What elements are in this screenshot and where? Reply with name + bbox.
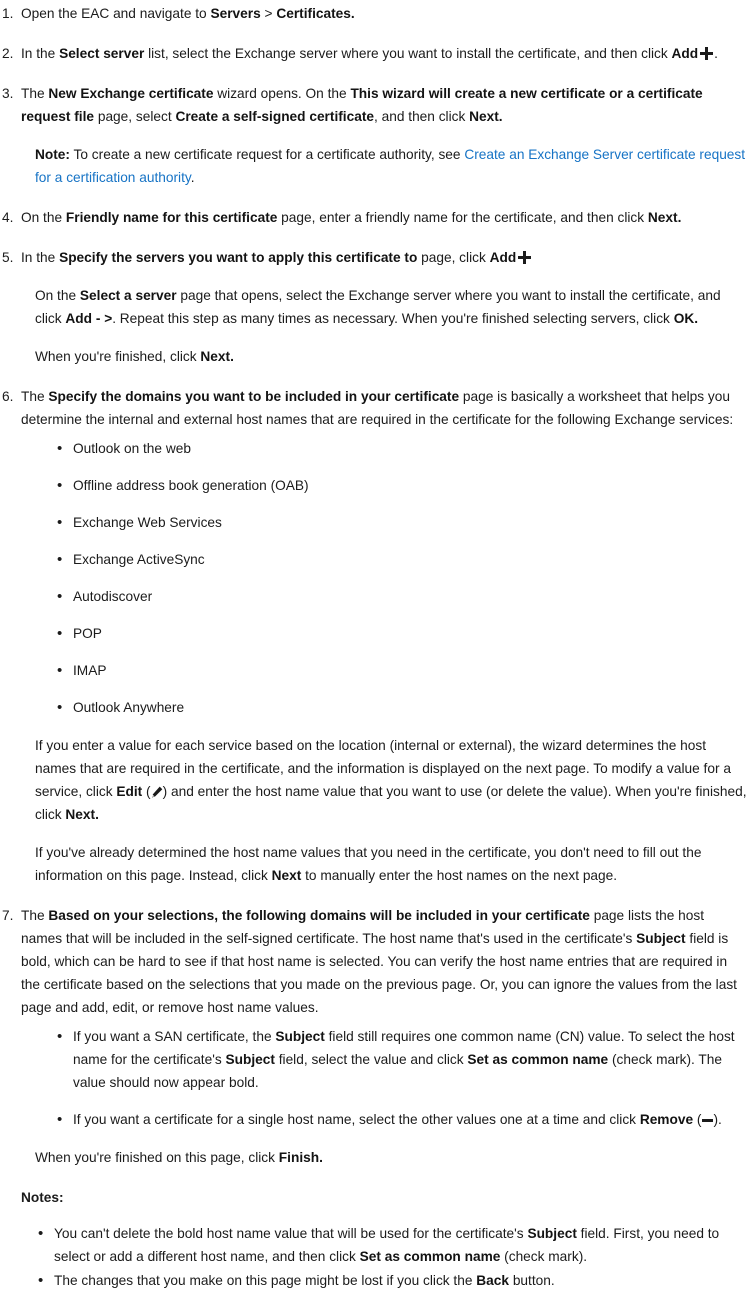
step-item-4 — [2, 206, 748, 229]
doc-link[interactable]: Create an Exchange Server certificate request for a certification authority — [35, 147, 746, 185]
emphasis-text: Next. — [65, 807, 99, 822]
list-item-text: Outlook Anywhere — [73, 700, 185, 715]
bullet-icon: • — [57, 662, 63, 679]
list-item — [21, 511, 748, 534]
list-item-text: If you want a certificate for a single host name, select the other values one at a time and click Remove ( ). — [73, 1112, 722, 1127]
list-item-text: Offline address book generation (OAB) — [73, 478, 309, 493]
note-bullet-list — [2, 1222, 748, 1292]
step-text: The Specify the domains you want to be included in your certificate page is basically a worksheet that helps you determine the internal and external host names that are required in the certificate for the following Exchange services: — [21, 389, 734, 427]
emphasis-text: Remove — [639, 1112, 694, 1127]
emphasis-text: Next — [271, 868, 302, 883]
step-item-2 — [2, 42, 748, 65]
plus-icon — [700, 47, 713, 60]
bullet-icon: • — [38, 1272, 44, 1289]
step-subparagraph: Note: To create a new certificate request for a certificate authority, see Create an Exchange Server certificate request for a certification authority. — [35, 147, 746, 185]
emphasis-text: Certificates. — [276, 6, 355, 21]
list-item-text: Exchange Web Services — [73, 515, 222, 530]
list-item — [21, 474, 748, 497]
step-followup-paragraph: If you've already determined the host name values that you need in the certificate, you don't need to fill out the information on this page. Instead, click Next to manually enter the host names on the next page. — [35, 845, 702, 883]
bullet-icon: • — [57, 699, 63, 716]
emphasis-text: Subject — [225, 1052, 275, 1067]
bullet-icon: • — [57, 551, 63, 568]
list-item-text: Outlook on the web — [73, 441, 191, 456]
bullet-icon: • — [57, 514, 63, 531]
step-subparagraph: On the Select a server page that opens, select the Exchange server where you want to install the certificate, and click Add - >. Repeat this step as many times as necessary. When you're finished selecting servers, click OK. — [35, 288, 721, 326]
step-number: 3. — [2, 86, 14, 101]
emphasis-text: Select server — [59, 46, 145, 61]
emphasis-text: OK. — [673, 311, 699, 326]
emphasis-text: Subject — [636, 931, 686, 946]
notes-heading: Notes: — [21, 1190, 64, 1205]
emphasis-text: Select a server — [79, 288, 177, 303]
step-text: The New Exchange certificate wizard opens. On the This wizard will create a new certificate or a certificate request file page, select Create a self-signed certificate, and then click Next. — [21, 86, 703, 124]
step-item-6 — [2, 385, 748, 887]
emphasis-text: Next. — [469, 109, 503, 124]
list-item-text: Exchange ActiveSync — [73, 552, 205, 567]
plus-icon — [518, 251, 531, 264]
step-text: On the Friendly name for this certificate page, enter a friendly name for the certificate, and then click Next. — [21, 210, 682, 225]
emphasis-text: Subject — [275, 1029, 325, 1044]
step-text: Open the EAC and navigate to Servers > Certificates. — [21, 6, 355, 21]
list-item — [21, 437, 748, 460]
emphasis-text: Note: — [35, 147, 70, 162]
emphasis-text: Back — [476, 1273, 510, 1288]
list-item-text: If you want a SAN certificate, the Subject field still requires one common name (CN) value. To select the host name for the certificate's Subject field, select the value and click Set as common name (check mark). The value should now appear bold. — [73, 1029, 735, 1090]
emphasis-text: Finish. — [278, 1150, 323, 1165]
bullet-icon: • — [57, 477, 63, 494]
bullet-icon: • — [57, 588, 63, 605]
bullet-icon: • — [38, 1225, 44, 1242]
emphasis-text: Next. — [647, 210, 682, 225]
numbered-step-list — [2, 2, 748, 1169]
list-item-text: The changes that you make on this page might be lost if you click the Back button. — [54, 1273, 555, 1288]
step-followup-paragraph: When you're finished on this page, click Finish. — [35, 1150, 323, 1165]
emphasis-text: Add - > — [65, 311, 113, 326]
list-item — [2, 1222, 748, 1268]
list-item — [21, 696, 748, 719]
step-number: 5. — [2, 250, 14, 265]
step-item-1 — [2, 2, 748, 25]
step-bullet-list — [21, 437, 748, 719]
emphasis-text: Add — [489, 250, 517, 265]
step-item-5 — [2, 246, 748, 368]
list-item-text: You can't delete the bold host name value that will be used for the certificate's Subject field. First, you need to select or add a different host name, and then click Set as common name (check mark). — [54, 1226, 720, 1264]
list-item — [21, 585, 748, 608]
emphasis-text: Create a self-signed certificate — [175, 109, 375, 124]
emphasis-text: Set as common name — [359, 1249, 501, 1264]
step-number: 2. — [2, 46, 14, 61]
step-number: 1. — [2, 6, 14, 21]
bullet-icon: • — [57, 1028, 63, 1045]
emphasis-text: Subject — [527, 1226, 577, 1241]
emphasis-text: Based on your selections, the following domains will be included in your certificate — [48, 908, 590, 923]
emphasis-text: Specify the servers you want to apply this certificate to — [59, 250, 418, 265]
step-text: In the Select server list, select the Exchange server where you want to install the certificate, and then click Add . — [21, 46, 718, 61]
emphasis-text: Specify the domains you want to be included in your certificate — [48, 389, 460, 404]
bullet-icon: • — [57, 625, 63, 642]
minus-icon — [702, 1115, 713, 1126]
list-item — [21, 1108, 748, 1131]
step-number: 7. — [2, 908, 14, 923]
pencil-icon — [151, 786, 163, 798]
emphasis-text: Add — [671, 46, 699, 61]
bullet-icon: • — [57, 1111, 63, 1128]
step-text: The Based on your selections, the following domains will be included in your certificate page lists the host names that will be included in the self-signed certificate. The host name that's used in the certificate's Subject field is bold, which can be hard to see if that host name is selected. You can verify the host name entries that are required in the certificate based on the selections that you made on the previous page. Or, you can ignore the values from the last page and add, edit, or remove host name values. — [21, 908, 737, 1015]
step-item-7 — [2, 904, 748, 1169]
notes-section — [2, 1186, 748, 1292]
list-item-text: Autodiscover — [73, 589, 153, 604]
step-item-3 — [2, 82, 748, 189]
list-item-text: IMAP — [73, 663, 107, 678]
emphasis-text: New Exchange certificate — [48, 86, 214, 101]
emphasis-text: Servers — [210, 6, 261, 21]
step-bullet-list — [21, 1025, 748, 1131]
emphasis-text: This wizard will create a new certificate or a certificate request file — [21, 86, 703, 124]
list-item — [21, 548, 748, 571]
emphasis-text: Next. — [200, 349, 234, 364]
list-item — [21, 622, 748, 645]
emphasis-text: Edit — [116, 784, 143, 799]
bullet-icon: • — [57, 440, 63, 457]
emphasis-text: Friendly name for this certificate — [65, 210, 278, 225]
step-subparagraph: When you're finished, click Next. — [35, 349, 234, 364]
list-item — [21, 659, 748, 682]
step-number: 4. — [2, 210, 14, 225]
step-followup-paragraph: If you enter a value for each service based on the location (internal or external), the wizard determines the host names that are required in the certificate, and the information is displayed on the next page. To modify a value for a service, click Edit ( ) and enter the host name value that you want to use (or delete the value). When you're finished, click Next. — [35, 738, 747, 822]
list-item — [2, 1269, 748, 1292]
step-number: 6. — [2, 389, 14, 404]
list-item-text: POP — [73, 626, 102, 641]
list-item — [21, 1025, 748, 1094]
step-text: In the Specify the servers you want to apply this certificate to page, click Add — [21, 246, 748, 269]
emphasis-text: Set as common name — [467, 1052, 609, 1067]
